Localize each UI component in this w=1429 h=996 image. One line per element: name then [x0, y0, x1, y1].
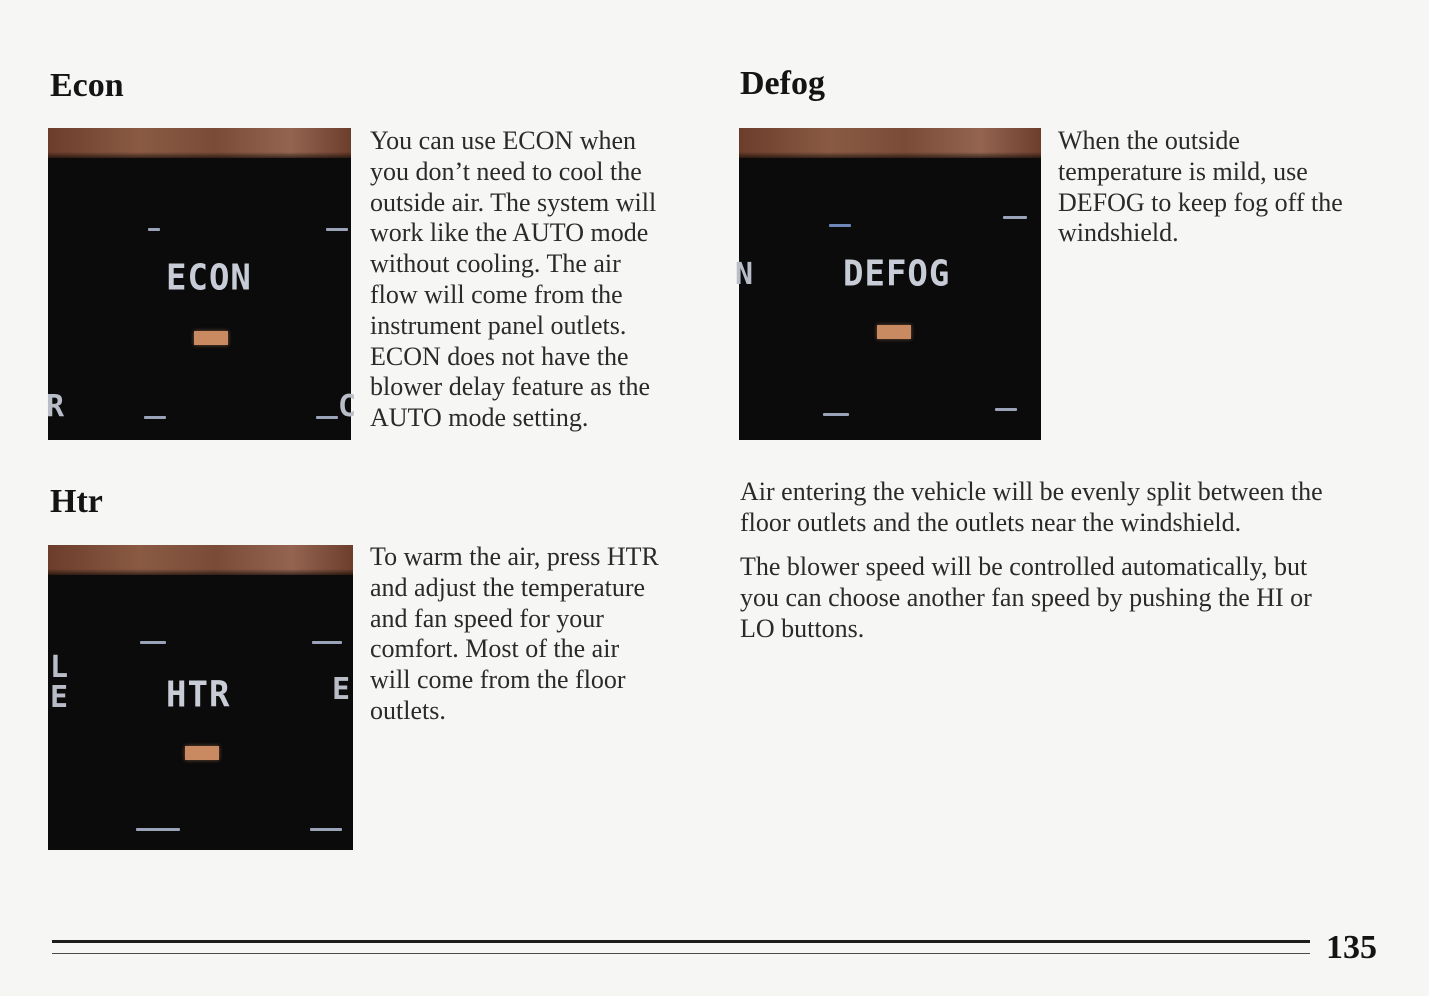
indicator-dash — [316, 416, 338, 419]
htr-button-label: HTR — [166, 674, 231, 716]
indicator-dash — [144, 416, 166, 419]
indicator-dash — [995, 408, 1017, 411]
panel-trim — [739, 128, 1041, 158]
econ-description: You can use ECON when you don’t need to cool the outside air. The system will work like the AUTO mode without cooling. The air flow will come from the instrument panel outlets. ECON does not have the blower delay feature as the AUTO mode setting. — [370, 126, 657, 433]
edge-label-right: C — [338, 389, 357, 424]
edge-label-left: L E — [50, 650, 69, 715]
indicator-dash — [136, 828, 180, 831]
airflow-split-paragraph: Air entering the vehicle will be evenly split between the floor outlets and the outlets near the windshield. — [740, 477, 1323, 537]
htr-indicator-light — [185, 746, 219, 760]
edge-label-left: N — [735, 257, 754, 292]
defog-button-photo — [735, 128, 1041, 440]
htr-heading: Htr — [50, 483, 103, 520]
htr-button-photo — [48, 545, 353, 850]
econ-heading: Econ — [50, 67, 124, 104]
indicator-dash — [326, 228, 348, 231]
econ-button-photo — [46, 128, 357, 440]
indicator-dash — [823, 413, 849, 416]
htr-description: To warm the air, press HTR and adjust the temperature and fan speed for your comfort. Most of the air will come from the floor outlets. — [370, 542, 659, 725]
indicator-dash — [310, 828, 342, 831]
panel-trim — [48, 545, 353, 575]
indicator-dash — [1003, 216, 1027, 219]
econ-indicator-light — [194, 331, 228, 345]
edge-label-right: E — [332, 672, 351, 707]
defog-indicator-light — [877, 325, 911, 339]
footer-rule-thin — [52, 953, 1310, 954]
defog-heading: Defog — [740, 65, 825, 102]
indicator-dash — [312, 641, 342, 644]
defog-button-label: DEFOG — [843, 253, 951, 295]
indicator-dash — [140, 641, 166, 644]
blower-speed-paragraph: The blower speed will be controlled automatically, but you can choose another fan speed by pushing the HI or LO buttons. — [740, 552, 1312, 643]
defog-description: When the outside temperature is mild, use DEFOG to keep fog off the windshield. — [1058, 126, 1343, 248]
edge-label-left: R — [46, 389, 65, 424]
indicator-dash — [829, 224, 851, 227]
indicator-dash — [148, 228, 160, 231]
panel-trim — [48, 128, 351, 158]
page-number: 135 — [1326, 929, 1377, 966]
econ-button-label: ECON — [166, 257, 252, 299]
footer-rule-thick — [52, 940, 1310, 943]
